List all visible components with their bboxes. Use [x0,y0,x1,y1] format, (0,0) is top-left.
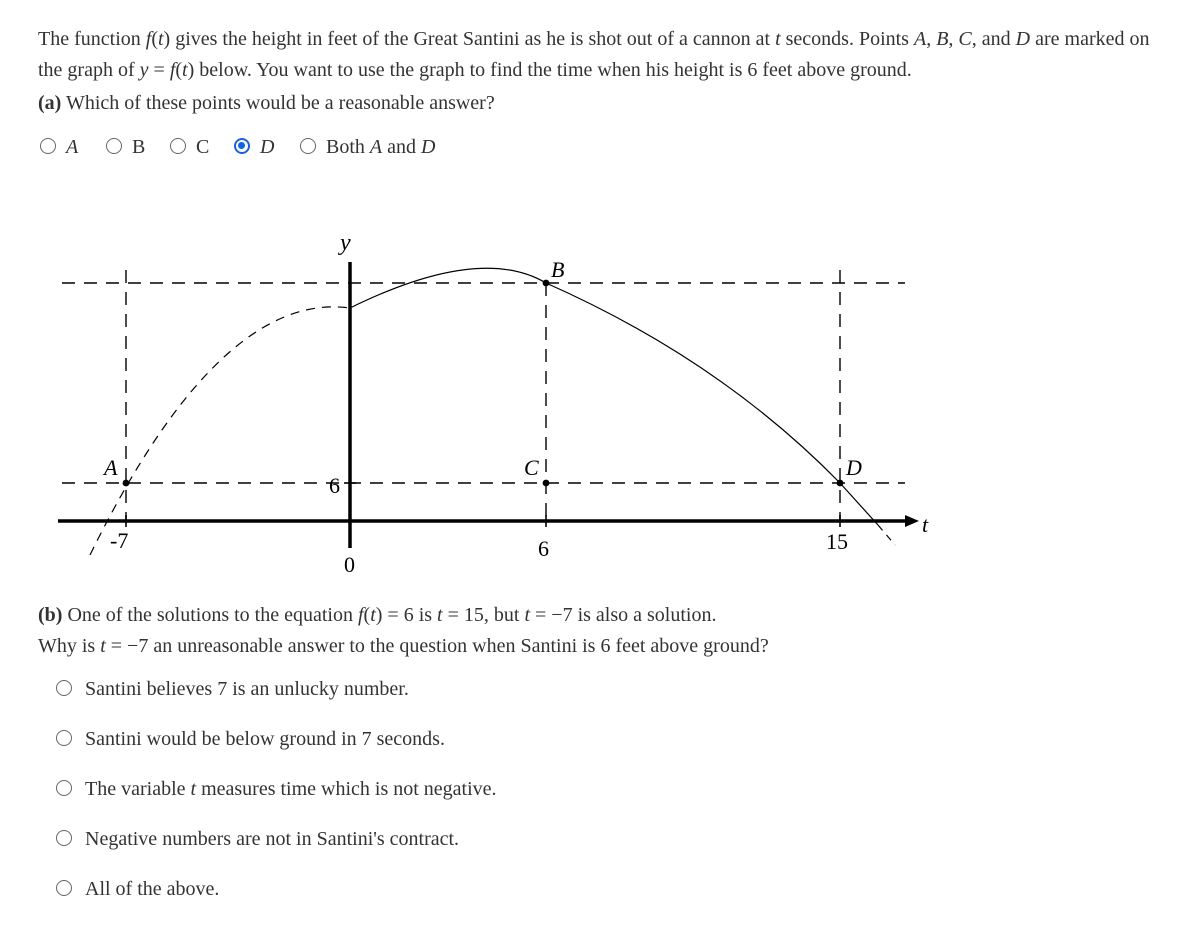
var-t: t [157,28,164,50]
point-a-ref: A [913,28,927,50]
radio-selected-icon[interactable] [234,138,250,154]
function-f: f [357,604,364,626]
option-label: D [260,136,275,158]
paren: ) [163,28,171,50]
option-label: All of the above. [85,878,220,900]
question-b-text: = 15, but [442,604,525,626]
var-t: t [190,778,197,800]
radio-icon[interactable] [56,830,72,846]
and-text: , and [971,28,1016,50]
point-a-label: A [104,455,118,480]
var-t: t [775,28,781,50]
part-b-label: (b) [38,604,63,626]
point-c-label: C [524,455,539,480]
var-t: t [100,635,106,657]
radio-icon[interactable] [40,138,56,154]
question-a [38,88,1168,119]
option-label: Santini would be below ground in 7 seconds. [85,728,445,750]
problem-statement [38,24,1168,86]
comma: , [948,28,959,50]
radio-icon[interactable] [170,138,186,154]
intro-text: seconds. Points [780,28,914,50]
var-t: t [182,59,188,81]
intro-text: below. You want to use the graph to find the time when his height is 6 feet above ground. [194,59,912,81]
intro-text: are marked on the graph of [38,28,1150,81]
option-text: D [421,136,436,158]
y-axis-label: y [340,230,351,256]
var-y: y [139,59,149,81]
point-b [543,280,550,287]
question-b-text: = −7 an unreasonable answer to the question when Santini is 6 feet above ground? [105,635,769,657]
var-t: t [524,604,531,626]
function-f: f [145,28,152,50]
comma: , [926,28,937,50]
t-axis-arrow-icon [905,515,919,527]
x-tick-label-15: 15 [826,529,848,554]
option-text: and [382,136,422,158]
paren: ) [187,59,195,81]
option-text: A [369,136,383,158]
function-f: f [169,59,176,81]
t-axis-label: t [922,512,929,537]
question-b-text: = −7 is also a solution. [530,604,717,626]
var-t: t [370,604,376,626]
option-text: The variable [85,778,191,800]
point-c-ref: C [958,28,972,50]
point-c [543,480,550,487]
curve-tail [878,525,895,545]
radio-icon[interactable] [56,680,72,696]
curve-solid [350,268,878,525]
paren: ( [175,59,183,81]
option-label: B [132,136,146,158]
intro-text: The function [38,28,146,50]
option-label: Negative numbers are not in Santini's contract. [85,828,460,850]
radio-icon[interactable] [56,880,72,896]
x-tick-label-6: 6 [538,536,549,561]
question-b [38,600,1168,662]
part-a-label: (a) [38,92,62,114]
curve-negative-time [90,307,350,555]
x-tick-label-0: 0 [344,552,355,577]
var-t: t [437,604,443,626]
option-text: Both [326,136,370,158]
intro-text: gives the height in feet of the Great Santini as he is shot out of a cannon at [170,28,776,50]
question-b-text: Why is [38,635,101,657]
paren: ( [363,604,371,626]
x-tick-label-neg7: -7 [110,528,129,553]
option-label [326,135,435,159]
option-text: measures time which is not negative. [196,778,497,800]
point-b-ref: B [936,28,949,50]
option-label: A [66,136,79,158]
question-b-text: ) = 6 is [375,604,438,626]
equals: = [148,59,170,81]
point-d [837,480,844,487]
option-label [85,777,497,801]
point-b-label: B [551,257,565,282]
paren: ( [151,28,158,50]
question-a-text: Which of these points would be a reasonable answer? [61,92,495,114]
question-b-text: One of the solutions to the equation [62,604,358,626]
y-tick-label-6: 6 [329,473,340,498]
radio-icon[interactable] [300,138,316,154]
point-a [123,480,130,487]
option-label: Santini believes 7 is an unlucky number. [85,678,409,700]
radio-icon[interactable] [106,138,122,154]
option-label: C [196,136,210,158]
point-d-label: D [846,455,862,480]
point-d-ref: D [1015,28,1031,50]
radio-icon[interactable] [56,730,72,746]
radio-icon[interactable] [56,780,72,796]
function-graph [0,220,940,580]
